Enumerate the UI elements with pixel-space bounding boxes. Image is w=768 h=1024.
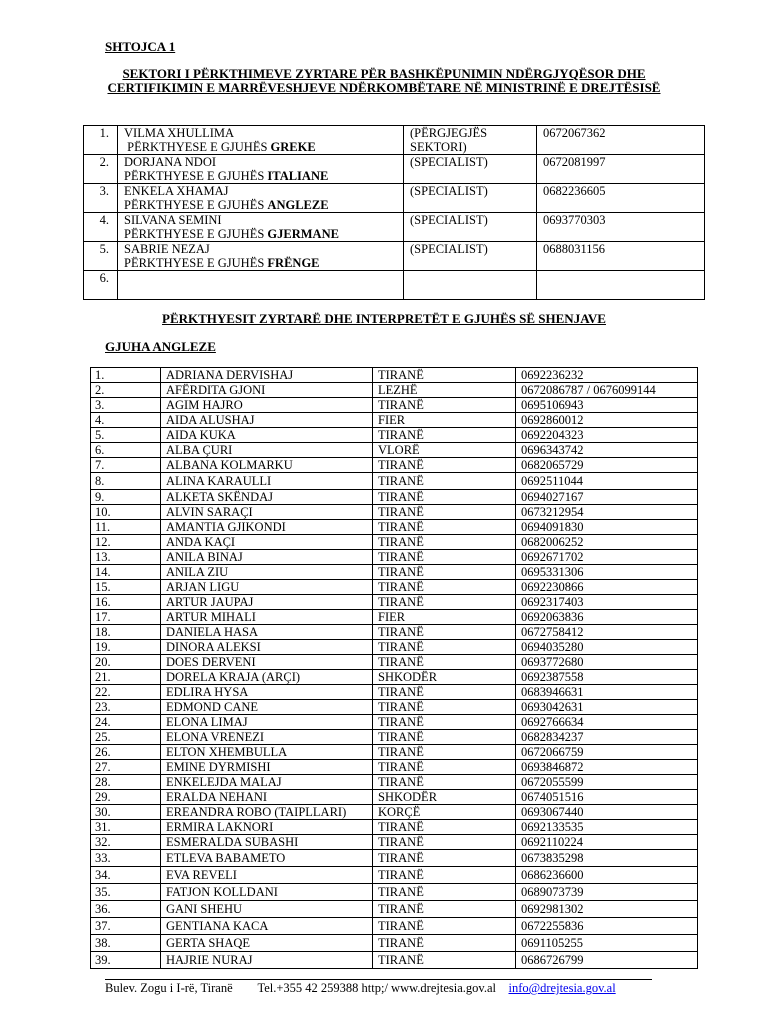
translator-number: 30. <box>91 805 161 820</box>
sector-title: SEKTORI I PËRKTHIMEVE ZYRTARE PËR BASHKËPUNIMIN NDËRGJYQËSOR DHE CERTIFIKIMIN E MARRËVESHJEVE NDËRKOMBËTARE NË MINISTRINË E DREJTËSISË <box>107 66 661 95</box>
table-row <box>91 730 698 745</box>
footer-divider <box>105 979 652 980</box>
translator-city: TIRANË <box>373 730 516 745</box>
translator-city: TIRANË <box>373 458 516 473</box>
translator-number: 5. <box>91 428 161 443</box>
translator-phone: 0672055599 <box>516 775 698 790</box>
staff-name-cell <box>118 184 404 213</box>
table-row <box>91 505 698 520</box>
translator-city: TIRANË <box>373 760 516 775</box>
translator-number: 16. <box>91 595 161 610</box>
translator-name: ANDA KAÇI <box>161 535 373 550</box>
staff-language: ITALIANE <box>267 169 329 183</box>
staff-language: GREKE <box>270 140 316 154</box>
translator-phone: 0692387558 <box>516 670 698 685</box>
translator-city: TIRANË <box>373 952 516 969</box>
staff-phone: 0682236605 <box>537 184 705 213</box>
staff-number: 3. <box>84 184 118 213</box>
translator-city: TIRANË <box>373 505 516 520</box>
translator-city: TIRANË <box>373 640 516 655</box>
staff-position: (SPECIALIST) <box>404 155 537 184</box>
translator-phone: 0672066759 <box>516 745 698 760</box>
translator-phone: 0692236232 <box>516 368 698 383</box>
translator-city: TIRANË <box>373 368 516 383</box>
translator-number: 14. <box>91 565 161 580</box>
table-row <box>91 625 698 640</box>
table-row <box>91 473 698 490</box>
translator-city: VLORË <box>373 443 516 458</box>
translator-name: GANI SHEHU <box>161 901 373 918</box>
translator-number: 23. <box>91 700 161 715</box>
translator-number: 8. <box>91 473 161 490</box>
translator-name: ALBA ÇURI <box>161 443 373 458</box>
translator-name: FATJON KOLLDANI <box>161 884 373 901</box>
translator-phone: 0693042631 <box>516 700 698 715</box>
translator-name: ERALDA NEHANI <box>161 790 373 805</box>
translator-number: 11. <box>91 520 161 535</box>
translator-city: SHKODËR <box>373 790 516 805</box>
table-row <box>91 745 698 760</box>
translator-phone: 0686236600 <box>516 867 698 884</box>
translator-phone: 0692204323 <box>516 428 698 443</box>
translator-phone: 0692671702 <box>516 550 698 565</box>
translator-phone: 0683946631 <box>516 685 698 700</box>
translator-name: EDMOND CANE <box>161 700 373 715</box>
table-row <box>91 610 698 625</box>
staff-table <box>83 125 705 300</box>
translator-phone: 0673212954 <box>516 505 698 520</box>
translator-number: 13. <box>91 550 161 565</box>
translator-name: ALKETA SKËNDAJ <box>161 490 373 505</box>
translator-number: 7. <box>91 458 161 473</box>
translator-city: TIRANË <box>373 745 516 760</box>
translator-phone: 0694027167 <box>516 490 698 505</box>
translator-name: ANILA ZIU <box>161 565 373 580</box>
staff-row <box>84 213 705 242</box>
table-row <box>91 520 698 535</box>
translator-number: 10. <box>91 505 161 520</box>
staff-phone: 0672081997 <box>537 155 705 184</box>
translator-phone: 0689073739 <box>516 884 698 901</box>
annex-label: SHTOJCA 1 <box>105 39 176 54</box>
staff-row <box>84 271 705 300</box>
staff-name-cell <box>118 213 404 242</box>
translator-name: AIDA KUKA <box>161 428 373 443</box>
table-row <box>91 805 698 820</box>
table-row <box>91 670 698 685</box>
translator-name: DOES DERVENI <box>161 655 373 670</box>
translator-number: 33. <box>91 850 161 867</box>
translators-table <box>90 367 698 969</box>
translator-number: 32. <box>91 835 161 850</box>
translator-phone: 0682006252 <box>516 535 698 550</box>
translator-phone: 0694035280 <box>516 640 698 655</box>
translator-name: EDLIRA HYSA <box>161 685 373 700</box>
translator-phone: 0692133535 <box>516 820 698 835</box>
staff-role: PËRKTHYESE E GJUHËS <box>124 140 271 154</box>
translator-number: 27. <box>91 760 161 775</box>
translator-number: 21. <box>91 670 161 685</box>
staff-name-cell <box>118 126 404 155</box>
translator-phone: 0674051516 <box>516 790 698 805</box>
translator-name: ALBANA KOLMARKU <box>161 458 373 473</box>
translator-number: 29. <box>91 790 161 805</box>
translator-number: 12. <box>91 535 161 550</box>
staff-role: PËRKTHYESE E GJUHËS <box>124 256 268 270</box>
translator-number: 19. <box>91 640 161 655</box>
table-row <box>91 901 698 918</box>
translator-city: TIRANË <box>373 550 516 565</box>
translator-phone: 0682834237 <box>516 730 698 745</box>
translator-city: TIRANË <box>373 835 516 850</box>
staff-language: GJERMANE <box>267 227 339 241</box>
translator-city: TIRANË <box>373 398 516 413</box>
translator-number: 20. <box>91 655 161 670</box>
translator-number: 34. <box>91 867 161 884</box>
translator-city: TIRANË <box>373 867 516 884</box>
staff-name: SILVANA SEMINI <box>124 213 222 227</box>
table-row <box>91 565 698 580</box>
translator-name: ANILA BINAJ <box>161 550 373 565</box>
translator-city: TIRANË <box>373 473 516 490</box>
staff-number: 1. <box>84 126 118 155</box>
staff-number: 2. <box>84 155 118 184</box>
staff-row <box>84 155 705 184</box>
translator-name: EREANDRA ROBO (TAIPLLARI) <box>161 805 373 820</box>
table-row <box>91 443 698 458</box>
table-row <box>91 685 698 700</box>
staff-language: FRËNGE <box>267 256 320 270</box>
translator-phone: 0692063836 <box>516 610 698 625</box>
staff-position: (PËRGJEGJËS SEKTORI) <box>404 126 537 155</box>
translator-phone: 0693067440 <box>516 805 698 820</box>
staff-number: 6. <box>84 271 118 300</box>
table-row <box>91 640 698 655</box>
translator-phone: 0696343742 <box>516 443 698 458</box>
table-row <box>91 398 698 413</box>
staff-position: (SPECIALIST) <box>404 184 537 213</box>
translator-name: ARTUR JAUPAJ <box>161 595 373 610</box>
table-row <box>91 383 698 398</box>
translator-number: 3. <box>91 398 161 413</box>
translator-name: AFËRDITA GJONI <box>161 383 373 398</box>
translator-phone: 0692511044 <box>516 473 698 490</box>
translator-number: 35. <box>91 884 161 901</box>
translator-city: FIER <box>373 413 516 428</box>
staff-name: ENKELA XHAMAJ <box>124 184 229 198</box>
staff-language: ANGLEZE <box>267 198 329 212</box>
translator-number: 26. <box>91 745 161 760</box>
translator-number: 2. <box>91 383 161 398</box>
translator-number: 1. <box>91 368 161 383</box>
table-row <box>91 820 698 835</box>
table-row <box>91 835 698 850</box>
translator-number: 17. <box>91 610 161 625</box>
table-row <box>91 413 698 428</box>
translator-name: AGIM HAJRO <box>161 398 373 413</box>
staff-phone: 0672067362 <box>537 126 705 155</box>
staff-role: PËRKTHYESE E GJUHËS <box>124 227 268 241</box>
translator-city: LEZHË <box>373 383 516 398</box>
table-row <box>91 715 698 730</box>
translator-city: KORÇË <box>373 805 516 820</box>
translator-name: EMINE DYRMISHI <box>161 760 373 775</box>
translator-phone: 0682065729 <box>516 458 698 473</box>
table-row <box>91 775 698 790</box>
translator-city: TIRANË <box>373 850 516 867</box>
translator-number: 39. <box>91 952 161 969</box>
footer-address: Bulev. Zogu i I-rë, Tiranë <box>105 981 233 995</box>
translator-name: ENKELEJDA MALAJ <box>161 775 373 790</box>
translator-name: ETLEVA BABAMETO <box>161 850 373 867</box>
translator-city: SHKODËR <box>373 670 516 685</box>
translator-number: 15. <box>91 580 161 595</box>
staff-role: PËRKTHYESE E GJUHËS <box>124 169 268 183</box>
staff-position <box>404 271 537 300</box>
translator-number: 31. <box>91 820 161 835</box>
table-row <box>91 884 698 901</box>
translator-phone: 0692766634 <box>516 715 698 730</box>
translator-name: DANIELA HASA <box>161 625 373 640</box>
translator-name: ELONA VRENEZI <box>161 730 373 745</box>
table-row <box>91 850 698 867</box>
table-row <box>91 580 698 595</box>
staff-row <box>84 242 705 271</box>
translator-city: TIRANË <box>373 565 516 580</box>
translator-city: TIRANË <box>373 935 516 952</box>
translator-number: 22. <box>91 685 161 700</box>
staff-row <box>84 126 705 155</box>
translator-city: TIRANË <box>373 655 516 670</box>
table-row <box>91 790 698 805</box>
translator-name: DORELA KRAJA (ARÇI) <box>161 670 373 685</box>
translator-number: 6. <box>91 443 161 458</box>
table-row <box>91 760 698 775</box>
translator-city: TIRANË <box>373 901 516 918</box>
table-row <box>91 595 698 610</box>
translator-phone: 0672255836 <box>516 918 698 935</box>
translator-phone: 0692230866 <box>516 580 698 595</box>
translator-phone: 0695106943 <box>516 398 698 413</box>
translator-phone: 0693846872 <box>516 760 698 775</box>
translator-city: TIRANË <box>373 625 516 640</box>
translator-phone: 0673835298 <box>516 850 698 867</box>
translator-city: TIRANË <box>373 775 516 790</box>
translator-city: TIRANË <box>373 535 516 550</box>
translator-number: 4. <box>91 413 161 428</box>
staff-number: 4. <box>84 213 118 242</box>
translator-city: TIRANË <box>373 884 516 901</box>
staff-name-cell <box>118 155 404 184</box>
translator-city: TIRANË <box>373 428 516 443</box>
translator-name: DINORA ALEKSI <box>161 640 373 655</box>
table-row <box>91 368 698 383</box>
staff-role: PËRKTHYESE E GJUHËS <box>124 198 268 212</box>
table-row <box>91 700 698 715</box>
table-row <box>91 918 698 935</box>
table-row <box>91 867 698 884</box>
translator-name: HAJRIE NURAJ <box>161 952 373 969</box>
staff-name-cell <box>118 271 404 300</box>
translator-phone: 0692860012 <box>516 413 698 428</box>
translator-name: ELTON XHEMBULLA <box>161 745 373 760</box>
staff-name: SABRIE NEZAJ <box>124 242 210 256</box>
footer-contact: Tel.+355 42 259388 http;/ www.drejtesia.gov.al <box>257 981 496 995</box>
translator-phone: 0692981302 <box>516 901 698 918</box>
translator-phone: 0692110224 <box>516 835 698 850</box>
translator-phone: 0686726799 <box>516 952 698 969</box>
translator-number: 24. <box>91 715 161 730</box>
translator-city: TIRANË <box>373 918 516 935</box>
translator-number: 28. <box>91 775 161 790</box>
footer-email-link[interactable]: info@drejtesia.gov.al <box>508 981 616 995</box>
translator-phone: 0693772680 <box>516 655 698 670</box>
translator-name: EVA REVELI <box>161 867 373 884</box>
translator-city: TIRANË <box>373 520 516 535</box>
translator-phone: 0695331306 <box>516 565 698 580</box>
table-row <box>91 655 698 670</box>
staff-row <box>84 184 705 213</box>
translator-name: ADRIANA DERVISHAJ <box>161 368 373 383</box>
table-row <box>91 550 698 565</box>
translator-city: TIRANË <box>373 580 516 595</box>
translator-name: ESMERALDA SUBASHI <box>161 835 373 850</box>
table-row <box>91 952 698 969</box>
translator-number: 25. <box>91 730 161 745</box>
translator-number: 36. <box>91 901 161 918</box>
translator-name: ALVIN SARAÇI <box>161 505 373 520</box>
staff-name: VILMA XHULLIMA <box>124 126 235 140</box>
staff-phone: 0693770303 <box>537 213 705 242</box>
staff-position: (SPECIALIST) <box>404 242 537 271</box>
translator-number: 37. <box>91 918 161 935</box>
translator-phone: 0672086787 / 0676099144 <box>516 383 698 398</box>
translator-name: GENTIANA KACA <box>161 918 373 935</box>
translator-city: TIRANË <box>373 820 516 835</box>
page-footer <box>105 981 616 996</box>
translator-city: TIRANË <box>373 595 516 610</box>
table-row <box>91 428 698 443</box>
translator-phone: 0692317403 <box>516 595 698 610</box>
language-heading: GJUHA ANGLEZE <box>105 339 216 354</box>
translator-name: ARTUR MIHALI <box>161 610 373 625</box>
translator-phone: 0672758412 <box>516 625 698 640</box>
table-row <box>91 935 698 952</box>
staff-position: (SPECIALIST) <box>404 213 537 242</box>
translator-name: AIDA ALUSHAJ <box>161 413 373 428</box>
table-row <box>91 490 698 505</box>
staff-number: 5. <box>84 242 118 271</box>
translator-name: GERTA SHAQE <box>161 935 373 952</box>
translator-name: ARJAN LIGU <box>161 580 373 595</box>
translator-name: ELONA LIMAJ <box>161 715 373 730</box>
translator-city: FIER <box>373 610 516 625</box>
translator-city: TIRANË <box>373 685 516 700</box>
staff-name: DORJANA NDOI <box>124 155 217 169</box>
translator-name: ALINA KARAULLI <box>161 473 373 490</box>
table-row <box>91 535 698 550</box>
translator-phone: 0691105255 <box>516 935 698 952</box>
translator-number: 38. <box>91 935 161 952</box>
translators-heading: PËRKTHYESIT ZYRTARË DHE INTERPRETËT E GJUHËS SË SHENJAVE <box>162 311 606 326</box>
table-row <box>91 458 698 473</box>
staff-phone: 0688031156 <box>537 242 705 271</box>
translator-city: TIRANË <box>373 715 516 730</box>
translator-number: 9. <box>91 490 161 505</box>
translator-name: AMANTIA GJIKONDI <box>161 520 373 535</box>
staff-name-cell <box>118 242 404 271</box>
translator-number: 18. <box>91 625 161 640</box>
translator-phone: 0694091830 <box>516 520 698 535</box>
translator-city: TIRANË <box>373 490 516 505</box>
staff-phone <box>537 271 705 300</box>
translator-city: TIRANË <box>373 700 516 715</box>
translator-name: ERMIRA LAKNORI <box>161 820 373 835</box>
